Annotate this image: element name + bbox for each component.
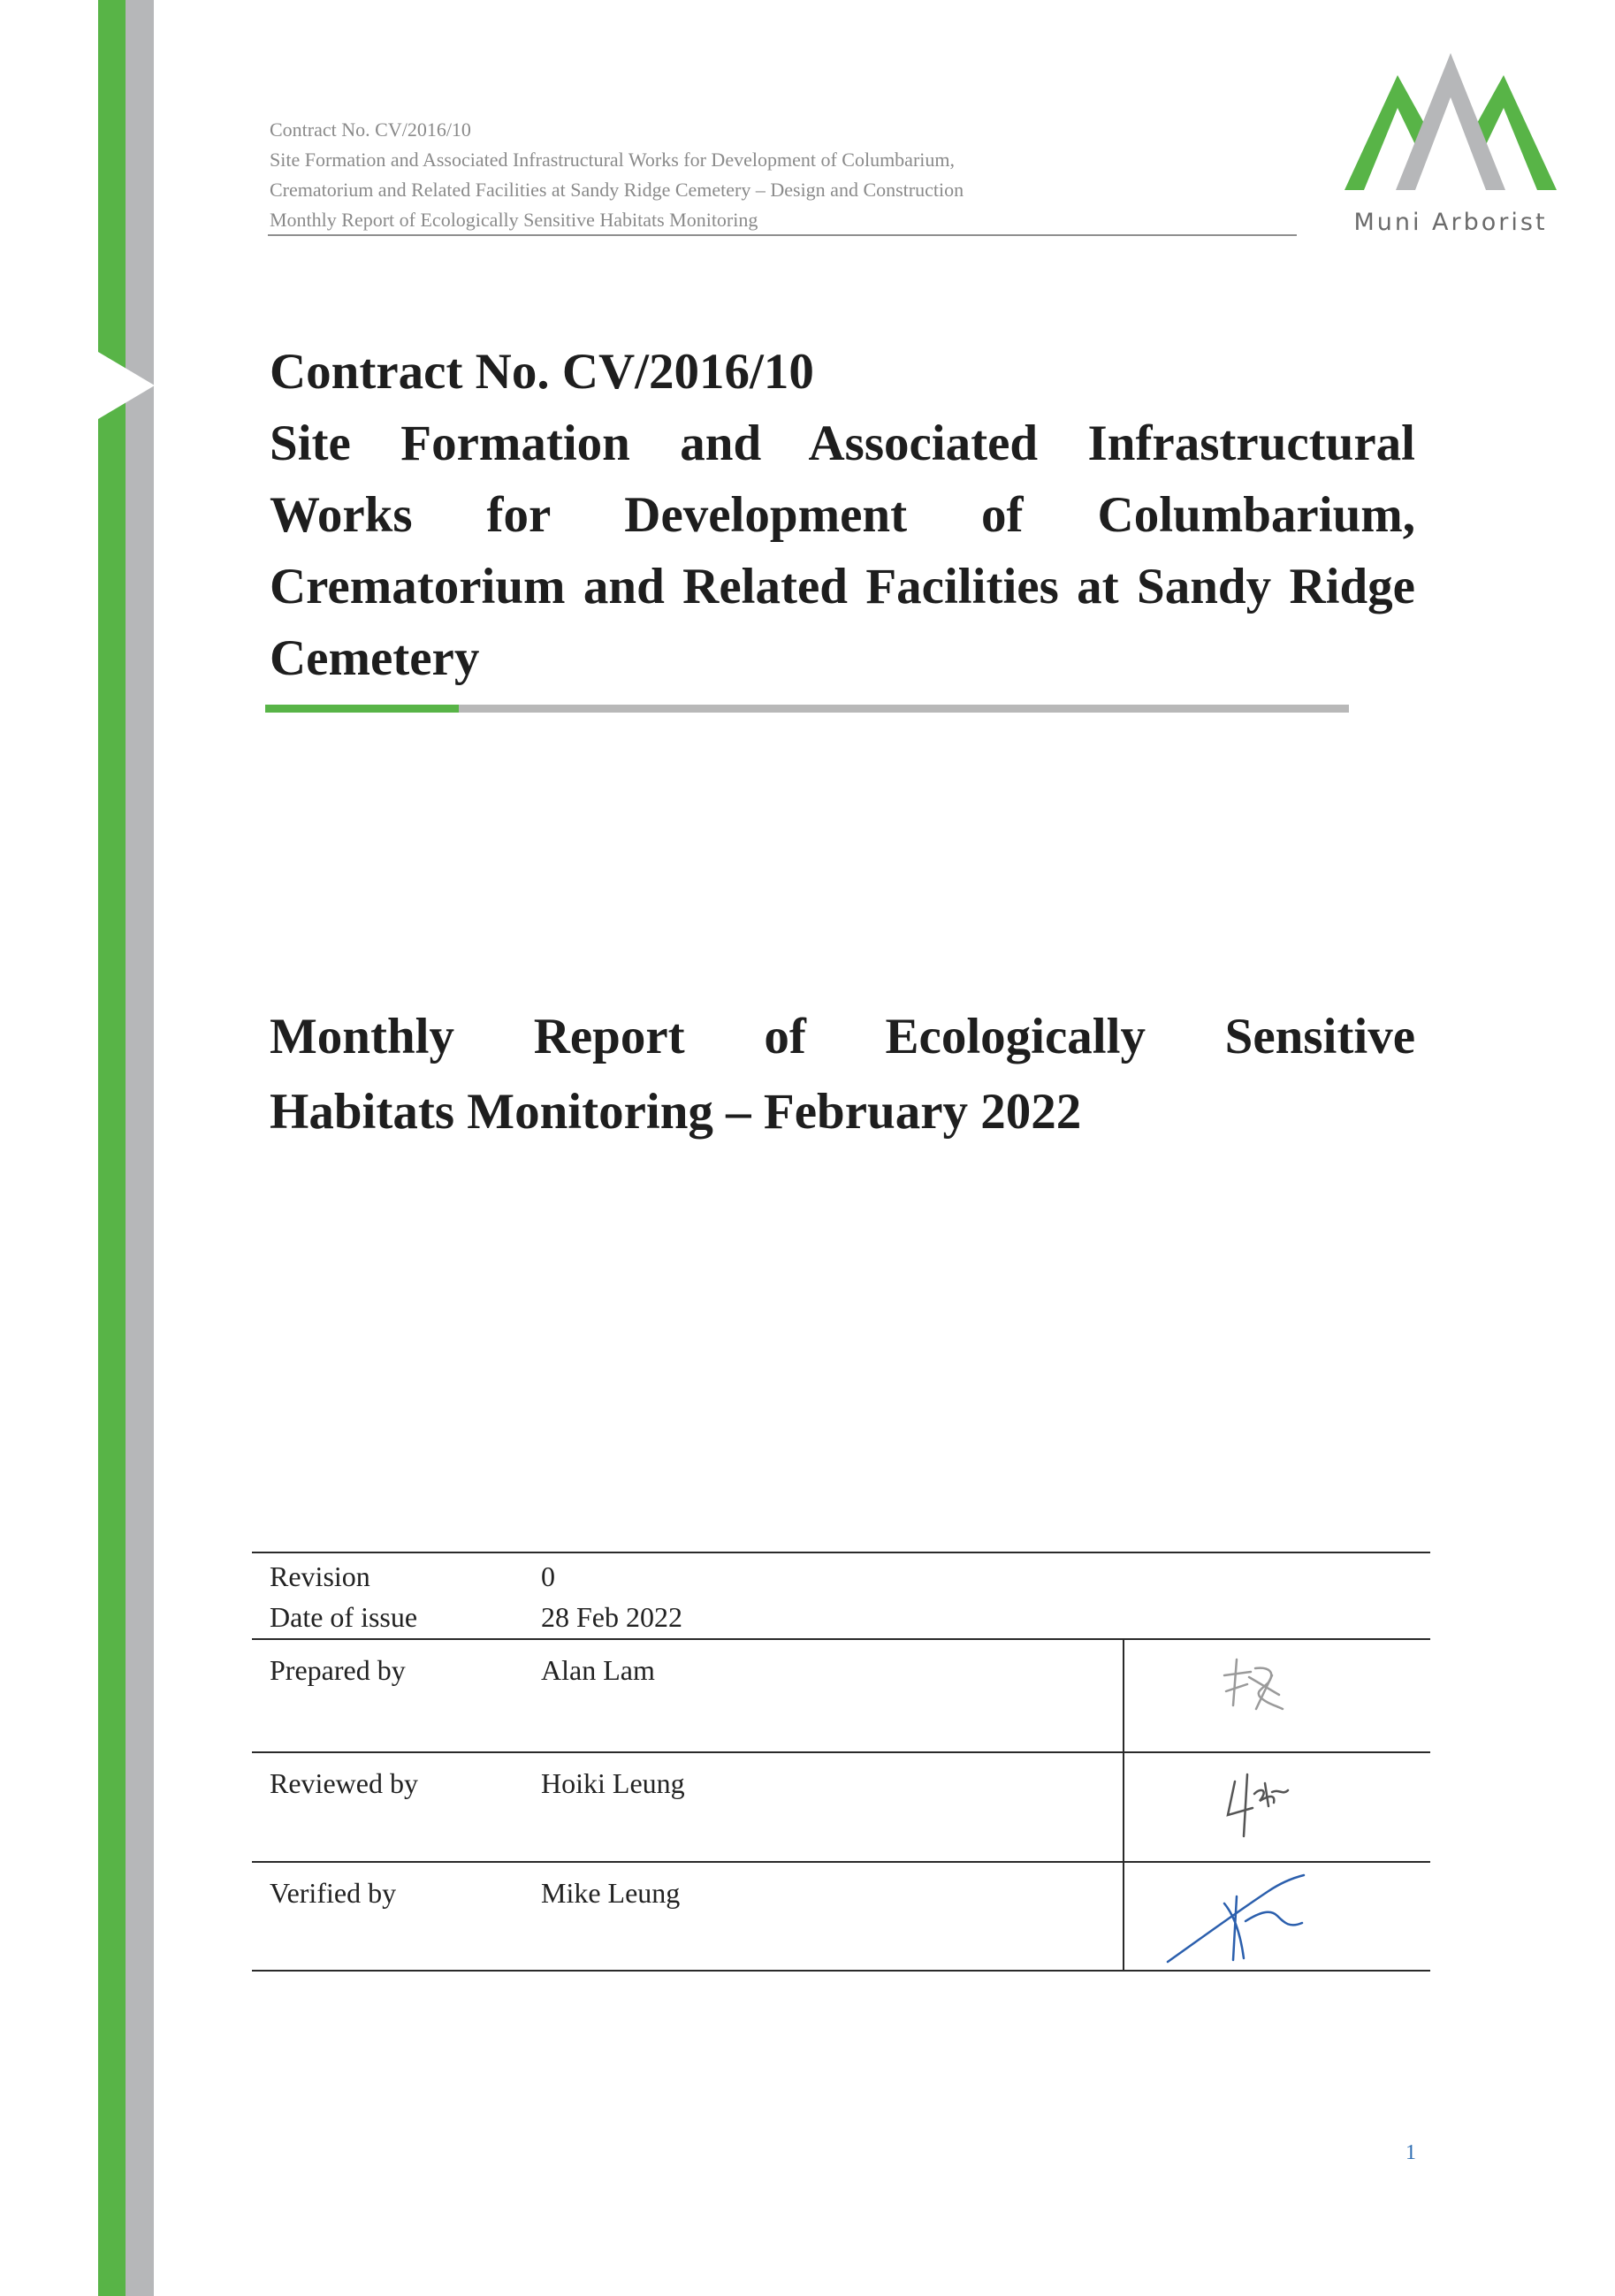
verified-by-label: Verified by [270, 1877, 397, 1909]
logo-mountains-icon [1345, 53, 1557, 203]
title-line: Crematorium and Related Facilities at Sandy Ridge [270, 559, 1415, 614]
title-line: Site Formation and Associated Infrastructural [270, 416, 1415, 471]
page-number: 1 [1406, 2141, 1416, 2164]
stripe-arrow-notch [98, 352, 155, 419]
binding-stripe-gray [126, 0, 154, 2296]
logo-text: Muni Arborist [1353, 209, 1548, 236]
revision-table [252, 1552, 1430, 1972]
header-divider [268, 234, 1297, 236]
contract-title [270, 336, 1415, 694]
date-of-issue-label: Date of issue [270, 1601, 418, 1633]
table-rule [252, 1638, 1430, 1640]
revision-label: Revision [270, 1560, 370, 1592]
verified-by-name: Mike Leung [541, 1877, 681, 1909]
reviewed-by-signature [1127, 1764, 1428, 1852]
running-header-line: Site Formation and Associated Infrastructural Works for Development of Columbarium, [270, 149, 955, 171]
prepared-by-name: Alan Lam [541, 1654, 655, 1686]
title-line: Cemetery [270, 630, 480, 686]
reviewed-by-name: Hoiki Leung [541, 1767, 685, 1799]
report-title-line: Monthly Report of Ecologically Sensitive [270, 1009, 1415, 1064]
signature-column-divider [1123, 1640, 1124, 1970]
title-underline-green [265, 705, 459, 713]
reviewed-by-label: Reviewed by [270, 1767, 418, 1799]
table-rule [252, 1751, 1430, 1753]
revision-value: 0 [541, 1560, 555, 1592]
table-rule [252, 1970, 1430, 1972]
title-line: Works for Development of Columbarium, [270, 487, 1415, 543]
prepared-by-label: Prepared by [270, 1654, 406, 1686]
table-rule [252, 1552, 1430, 1553]
report-title [270, 999, 1415, 1149]
title-line: Contract No. CV/2016/10 [270, 344, 814, 400]
date-of-issue-value: 28 Feb 2022 [541, 1601, 682, 1633]
binding-stripe-green [98, 0, 126, 2296]
verified-by-signature [1127, 1870, 1428, 1967]
running-header [270, 115, 1295, 235]
running-header-line: Monthly Report of Ecologically Sensitive Habitats Monitoring [270, 209, 758, 231]
prepared-by-signature [1127, 1651, 1428, 1739]
running-header-line: Contract No. CV/2016/10 [270, 118, 471, 141]
report-title-line: Habitats Monitoring – February 2022 [270, 1084, 1082, 1140]
company-logo [1345, 53, 1557, 243]
title-underline-gray [459, 705, 1349, 713]
running-header-line: Crematorium and Related Facilities at Sandy Ridge Cemetery – Design and Construction [270, 179, 964, 201]
table-rule [252, 1861, 1430, 1863]
